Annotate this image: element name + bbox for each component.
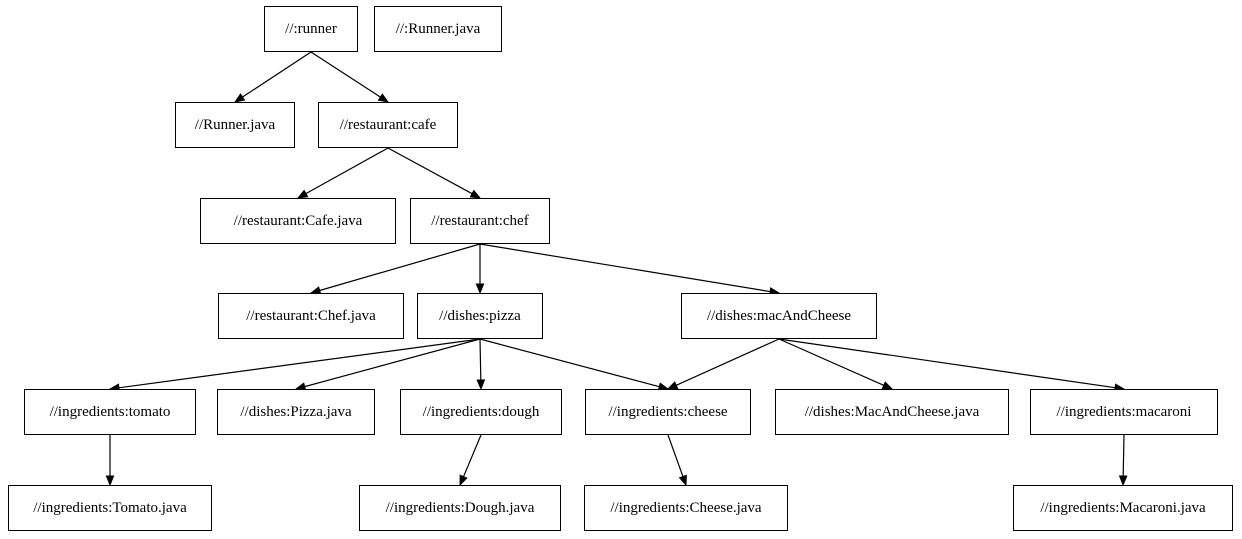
graph-node-runner_java[interactable] [175,102,295,148]
graph-node-label: //ingredients:cheese [608,403,728,420]
graph-node-label: //ingredients:dough [422,403,540,420]
graph-node-ing_tomato[interactable] [24,389,196,435]
graph-node-ing_macaroni[interactable] [1030,389,1218,435]
graph-node-label: //ingredients:Tomato.java [33,499,187,516]
graph-node-label: //:Runner.java [395,20,481,37]
graph-node-label: //ingredients:Macaroni.java [1040,499,1206,516]
graph-node-label: //ingredients:Cheese.java [610,499,762,516]
graph-edge-dishes_mac-to-ing_cheese [676,339,779,385]
graph-node-dough_java[interactable] [359,485,561,531]
graph-edge-restaurant_cafe-to-restaurant_chef [388,148,472,194]
graph-edge-arrowhead [378,94,388,102]
graph-node-label: //restaurant:chef [431,212,529,229]
graph-node-mac_java[interactable] [775,389,1009,435]
graph-node-ing_cheese[interactable] [585,389,751,435]
graph-node-label: //restaurant:Cafe.java [233,212,363,229]
graph-edge-arrowhead [298,190,308,198]
graph-node-cheese_java[interactable] [584,485,788,531]
graph-node-restaurant_cafe[interactable] [318,102,458,148]
graph-edge-dishes_pizza-to-ing_cheese [480,339,659,387]
graph-edge-restaurant_cafe-to-cafe_java [306,148,388,194]
graph-edge-restaurant_chef-to-chef_java [320,244,480,290]
graph-node-label: //dishes:Pizza.java [240,403,352,420]
graph-edge-arrowhead [477,380,484,389]
graph-node-dishes_mac[interactable] [681,293,877,339]
graph-node-label: //restaurant:cafe [339,116,437,133]
graph-node-label: //dishes:MacAndCheese.java [804,403,980,420]
graph-node-runner_java_root[interactable] [374,6,502,52]
graph-edge-ing_macaroni-to-macaroni_java [1123,435,1124,476]
graph-edge-dishes_mac-to-mac_java [779,339,884,385]
graph-edge-arrowhead [235,94,244,102]
graph-node-macaroni_java[interactable] [1013,485,1233,531]
graph-node-label: //ingredients:Dough.java [385,499,535,516]
graph-node-chef_java[interactable] [218,293,404,339]
graph-edge-dishes_pizza-to-ing_tomato [119,339,480,388]
graph-edge-ing_cheese-to-cheese_java [668,435,683,477]
graph-node-label: //dishes:pizza [439,307,521,324]
graph-node-label: //ingredients:tomato [49,403,171,420]
graph-node-dishes_pizza[interactable] [417,293,543,339]
graph-edge-dishes_pizza-to-ing_dough [480,339,481,380]
graph-node-runner[interactable] [264,6,358,52]
graph-edge-runner-to-restaurant_cafe [311,52,380,97]
graph-node-ing_dough[interactable] [400,389,562,435]
graph-edge-arrowhead [470,191,480,198]
graph-node-label: //Runner.java [194,116,276,133]
graph-edge-dishes_mac-to-ing_macaroni [779,339,1115,388]
graph-edge-dishes_pizza-to-pizza_java [305,339,480,387]
graph-node-restaurant_chef[interactable] [410,198,550,244]
graph-node-label: //dishes:macAndCheese [706,307,852,324]
graph-edge-arrowhead [106,476,113,485]
graph-edge-arrowhead [476,284,483,293]
graph-edge-arrowhead [680,475,687,485]
graph-edge-ing_dough-to-dough_java [463,435,481,477]
graph-edge-arrowhead [668,382,678,389]
graph-edge-arrowhead [882,382,892,389]
graph-node-label: //:runner [285,20,337,37]
graph-node-tomato_java[interactable] [8,485,212,531]
graph-edge-restaurant_chef-to-dishes_mac [480,244,770,292]
graph-edge-arrowhead [460,475,467,485]
graph-edge-arrowhead [1120,476,1127,485]
graph-node-label: //ingredients:macaroni [1056,403,1192,420]
graph-node-cafe_java[interactable] [200,198,396,244]
graph-edge-runner-to-runner_java [243,52,311,97]
graph-node-pizza_java[interactable] [217,389,375,435]
graph-node-label: //restaurant:Chef.java [246,307,376,324]
